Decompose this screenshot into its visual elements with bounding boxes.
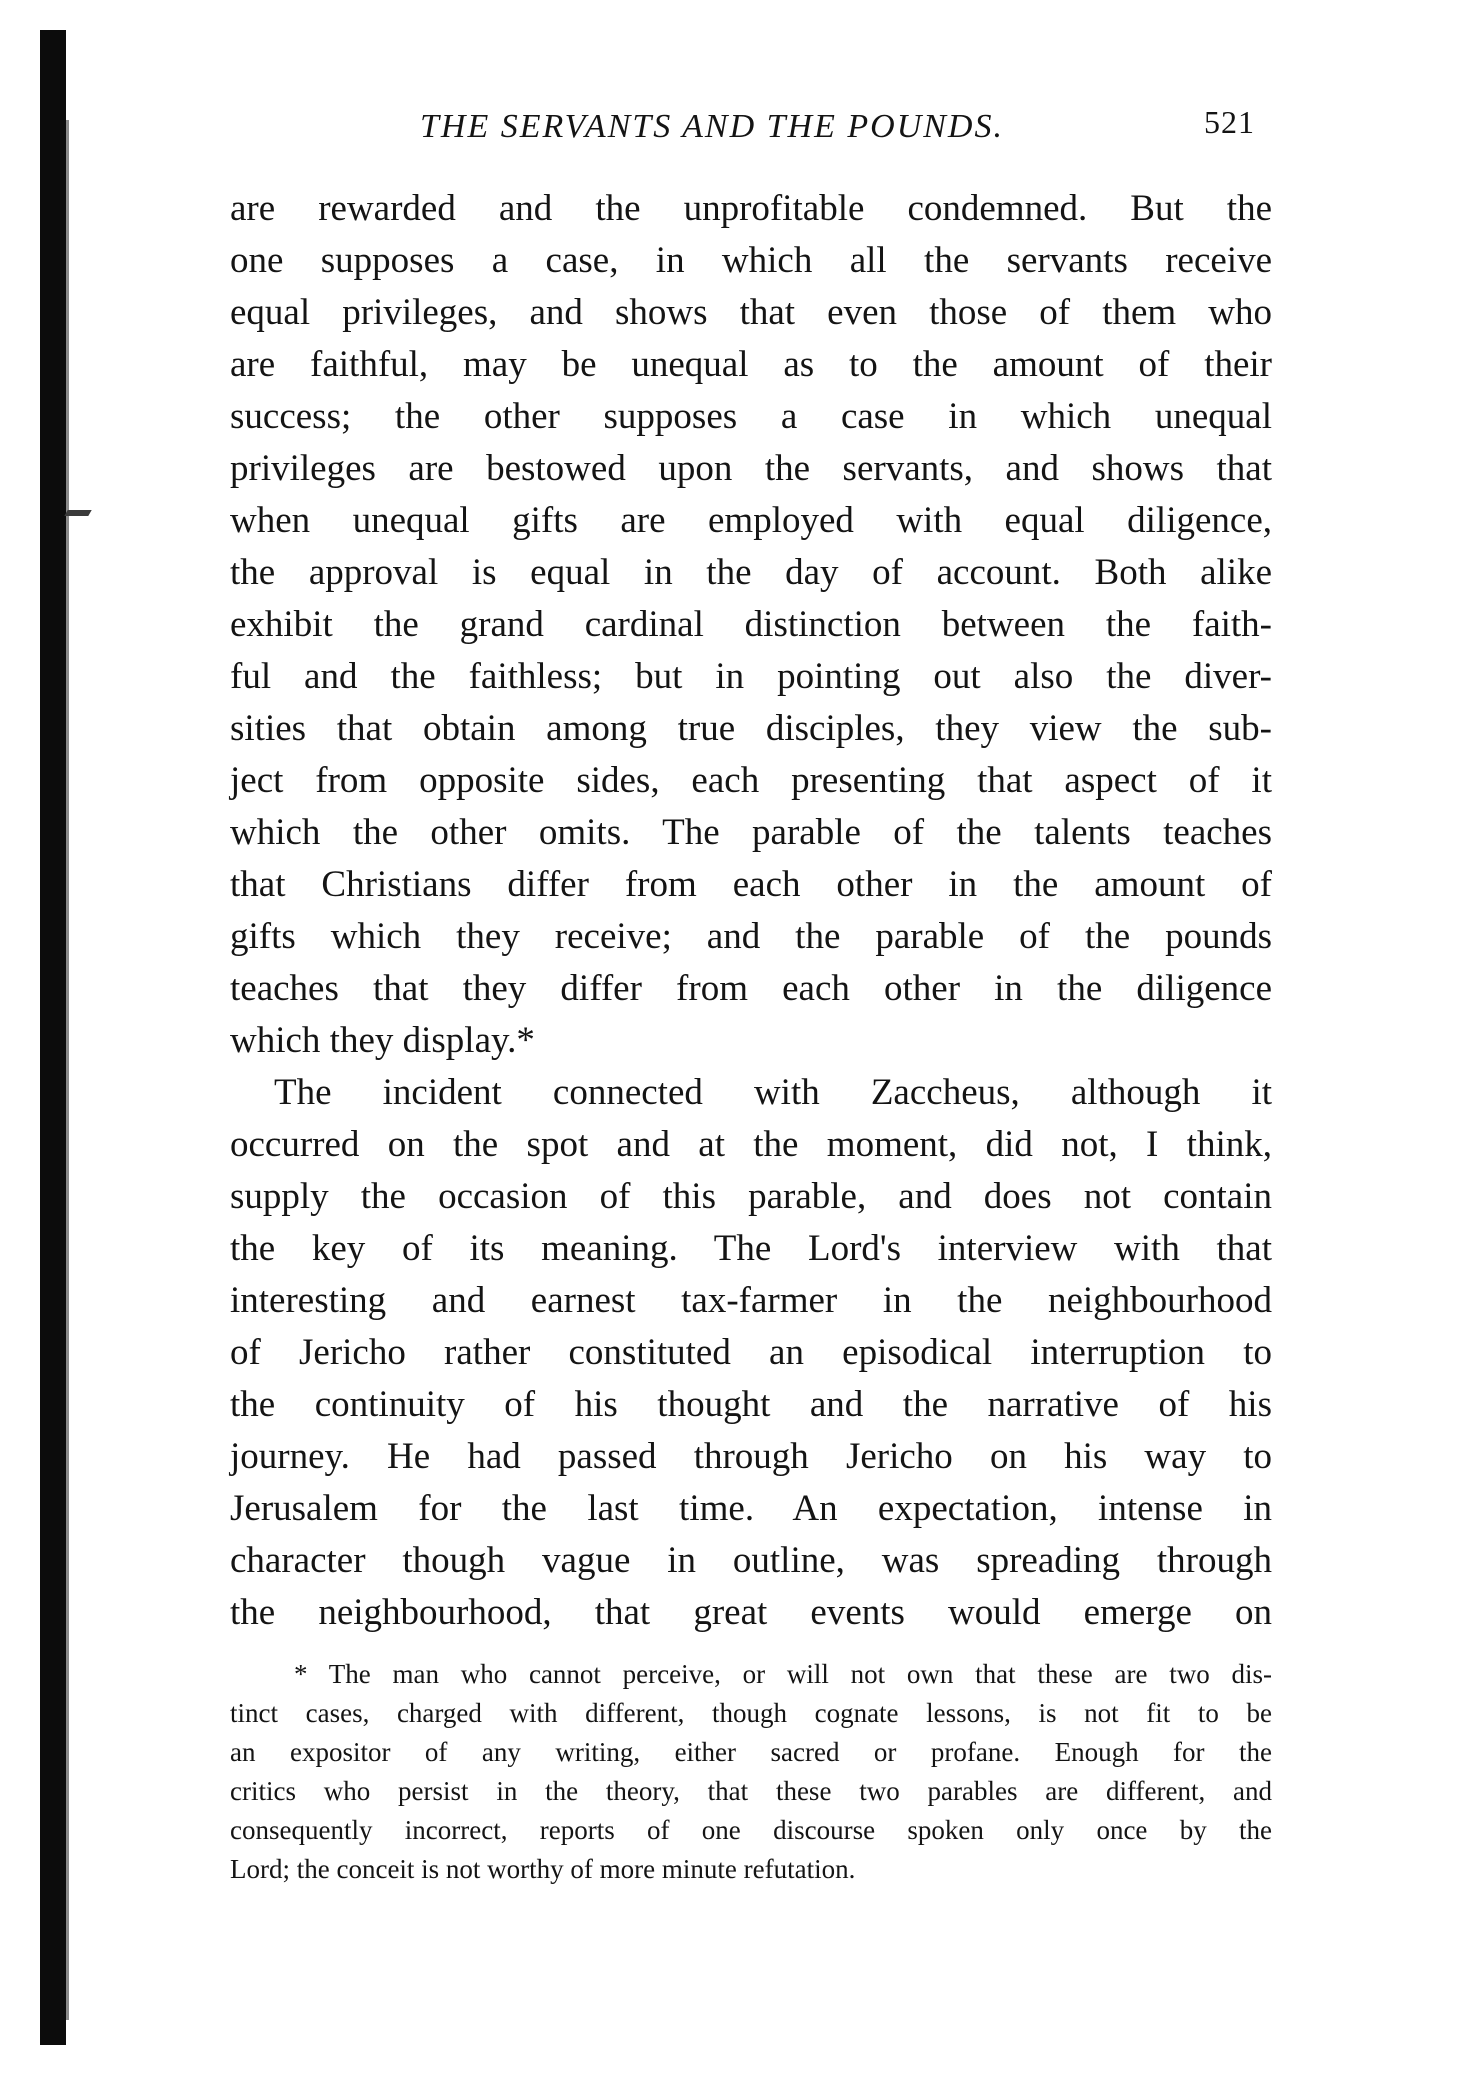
text-line: of Jericho rather constituted an episodical interruption to [230,1332,1272,1373]
text-line: ject from opposite sides, each presenting that aspect of it [230,760,1272,801]
text-line: supply the occasion of this parable, and does not contain [230,1176,1272,1217]
footnote-line: * The man who cannot perceive, or will not own that these are two dis- [294,1659,1272,1689]
running-head-title: THE SERVANTS AND THE POUNDS. [420,108,1004,145]
text-line: that Christians differ from each other in the amount of [230,864,1272,905]
text-line: are rewarded and the unprofitable condemned. But the [230,188,1272,229]
text-line: gifts which they receive; and the parable of the pounds [230,916,1272,957]
text-line: Jerusalem for the last time. An expectation, intense in [230,1488,1272,1529]
page-number: 521 [1204,104,1255,140]
paragraph-end-line: which they display.* [230,1020,535,1061]
footnote-line: an expositor of any writing, either sacred or profane. Enough for the [230,1737,1272,1767]
main-text-block [230,183,1272,1639]
text-line: interesting and earnest tax-farmer in the neighbourhood [230,1280,1272,1321]
text-line: one supposes a case, in which all the servants receive [230,240,1272,281]
text-line: the neighbourhood, that great events would emerge on [230,1592,1272,1633]
text-line: which the other omits. The parable of the talents teaches [230,812,1272,853]
text-line: equal privileges, and shows that even those of them who [230,292,1272,333]
text-line: exhibit the grand cardinal distinction between the faith- [230,604,1272,645]
text-line: the approval is equal in the day of account. Both alike [230,552,1272,593]
text-line: are faithful, may be unequal as to the amount of their [230,344,1272,385]
text-line: the key of its meaning. The Lord's interview with that [230,1228,1272,1269]
text-line: ful and the faithless; but in pointing out also the diver- [230,656,1272,697]
text-line: success; the other supposes a case in which unequal [230,396,1272,437]
text-line: character though vague in outline, was spreading through [230,1540,1272,1581]
footnote-line: Lord; the conceit is not worthy of more minute refutation. [230,1854,856,1884]
text-line: privileges are bestowed upon the servants, and shows that [230,448,1272,489]
text-line: sities that obtain among true disciples, they view the sub- [230,708,1272,749]
footnote-line: tinct cases, charged with different, though cognate lessons, is not fit to be [230,1698,1272,1728]
text-line: journey. He had passed through Jericho on his way to [230,1436,1272,1477]
footnote-line: consequently incorrect, reports of one discourse spoken only once by the [230,1815,1272,1845]
paragraph-start-line: The incident connected with Zaccheus, although it [274,1072,1272,1113]
text-line: the continuity of his thought and the narrative of his [230,1384,1272,1425]
text-line: teaches that they differ from each other in the diligence [230,968,1272,1009]
text-line: occurred on the spot and at the moment, did not, I think, [230,1124,1272,1165]
footnote-block [230,1655,1272,1889]
text-line: when unequal gifts are employed with equal diligence, [230,500,1272,541]
footnote-line: critics who persist in the theory, that these two parables are different, and [230,1776,1272,1806]
